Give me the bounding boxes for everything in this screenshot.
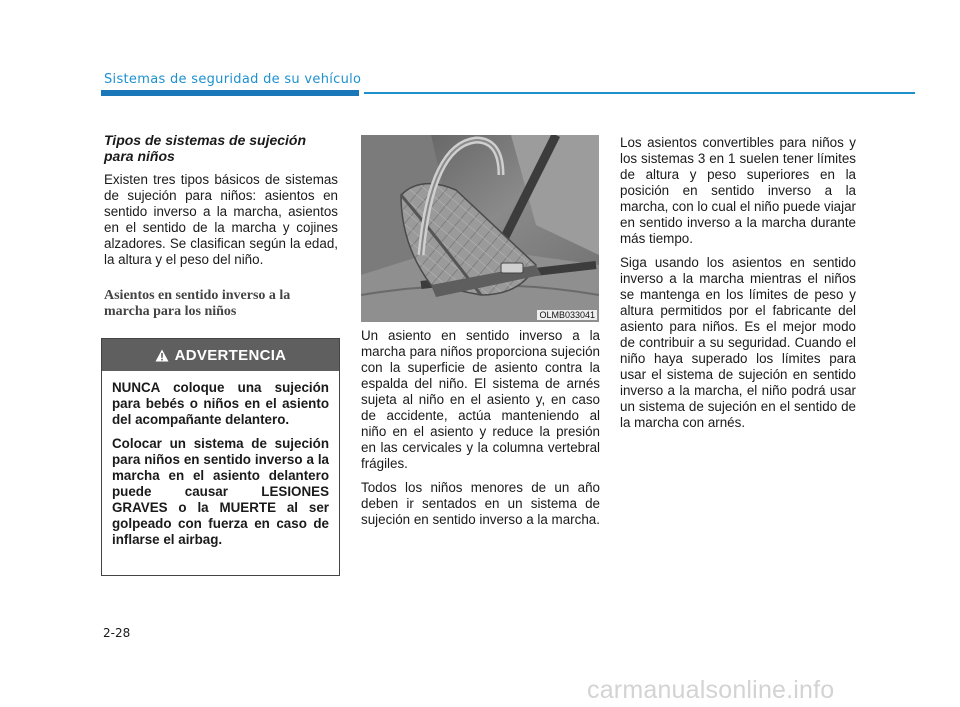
header-rule [364, 92, 915, 94]
warning-paragraph: NUNCA coloque una sujeción para bebés o niños en el asiento del acompañante delantero. [112, 380, 329, 427]
warning-body [102, 371, 339, 548]
watermark: carmanualsonline.info [587, 676, 835, 704]
body-paragraph: Un asiento en sentido inverso a la marcha para niños proporciona sujeción con la superficie de asiento contra la espalda del niño. El sistema de arnés sujeta al niño en el asiento y, en caso de accidente, actúa manteniendo al niño en el asiento y reduce la presión en las cervicales y la columna vertebral frágiles. [361, 328, 600, 471]
body-paragraph: Todos los niños menores de un año deben ir sentados en un sistema de sujeción en sentido inverso a la marcha. [361, 480, 600, 527]
header-accent-bar [101, 90, 359, 96]
body-paragraph: Siga usando los asientos en sentido inverso a la marcha mientras el niños se mantenga en los límites de peso y altura permitidos por el fabricante del asiento para niños. Es el mejor modo de contribuir a su seguridad. Cuando el niño haya superado los límites para usar el sistema de sujeción en sentido inverso a la marcha, el niño podrá usar un sistema de sujeción en el sentido de la marcha con arnés. [620, 255, 856, 430]
section-title: Tipos de sistemas de sujeción para niños [104, 132, 307, 164]
warning-title: ADVERTENCIA [174, 346, 287, 364]
column-middle [361, 328, 600, 536]
figure-code: OLMB033041 [539, 310, 595, 320]
warning-box [101, 338, 340, 576]
intro-paragraph: Existen tres tipos básicos de sistemas de sujeción para niños: asientos en sentido inverso a la marcha, asientos en el sentido de la marcha y cojines alzadores. Se clasifican según la edad, la altura y el peso del niño. [104, 172, 338, 267]
warning-paragraph: Colocar un sistema de sujeción para niños en sentido inverso a la marcha en el asiento delantero puede causar LESIONES GRAVES o la MUERTE al ser golpeado con fuerza en caso de inflarse el airbag. [112, 436, 329, 547]
rear-facing-child-seat-image [361, 135, 599, 322]
child-seat-illustration [361, 135, 599, 322]
section-header-title: Sistemas de seguridad de su vehículo [104, 72, 362, 87]
warning-triangle-icon [155, 349, 169, 362]
column-right [620, 135, 856, 439]
page-number: 2-28 [103, 626, 131, 640]
column-left [104, 132, 338, 320]
subheading: Asientos en sentido inverso a la marcha para los niños [104, 288, 291, 319]
body-paragraph: Los asientos convertibles para niños y los sistemas 3 en 1 suelen tener límites de altura y peso superiores en la posición en sentido inverso a la marcha, con lo cual el niño puede viajar en sentido inverso a la marcha durante más tiempo. [620, 135, 856, 246]
warning-header [102, 339, 339, 371]
